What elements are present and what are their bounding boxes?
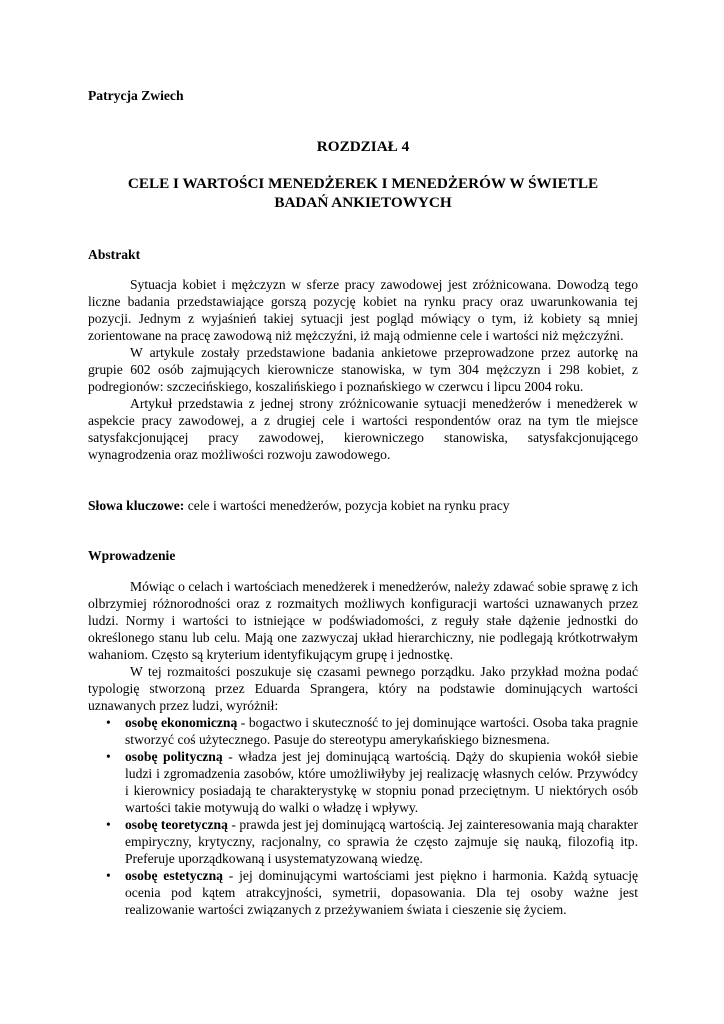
intro-heading: Wprowadzenie bbox=[88, 548, 176, 563]
list-item bbox=[88, 714, 638, 748]
bullet-icon: • bbox=[106, 715, 111, 730]
abstract-paragraph: Sytuacja kobiet i mężczyzn w sferze pracy zawodowej jest zróżnicowana. Dowodzą tego liczne badania przedstawiające gorszą pozycję kobiet na rynku pracy oraz uwarunkowania tej pozycji. Jednym z wyjaśnień takiej sytuacji jest pogląd mówiący o tym, iż kobiety są mniej zorientowane na pracę zawodową niż mężczyźni, iż mają odmienne cele i wartości niż mężczyźni. bbox=[88, 277, 638, 343]
type-term: osobę teoretyczną bbox=[125, 817, 228, 832]
title-line-2: BADAŃ ANKIETOWYCH bbox=[274, 194, 452, 211]
chapter-heading: ROZDZIAŁ 4 bbox=[316, 138, 410, 155]
list-item bbox=[88, 748, 638, 816]
keywords-label: Słowa kluczowe: bbox=[88, 498, 185, 513]
intro-body bbox=[88, 578, 638, 918]
keywords-text: cele i wartości menedżerów, pozycja kobiet na rynku pracy bbox=[184, 498, 510, 513]
abstract-paragraph: W artykule zostały przedstawione badania ankietowe przeprowadzone przez autorkę na grupie 602 osób zajmujących kierownicze stanowiska, w tym 304 mężczyzn i 298 kobiet, z podregionów: szczecińskiego, koszalińskiego i poznańskiego w czerwcu i lipcu 2004 roku. bbox=[88, 345, 638, 394]
list-item bbox=[88, 816, 638, 867]
type-term: osobę polityczną bbox=[125, 749, 223, 764]
bullet-icon: • bbox=[106, 817, 111, 832]
type-description: - bogactwo i skuteczność to jej dominujące wartości. Osoba taka pragnie stworzyć coś użytecznego. Pasuje do stereotypu amerykańskiego biznesmena. bbox=[125, 715, 638, 747]
keywords-line bbox=[88, 497, 638, 514]
author-name: Patrycja Zwiech bbox=[88, 88, 184, 103]
type-term: osobę estetyczną bbox=[125, 868, 223, 883]
type-description: - jej dominującymi wartościami jest piękno i harmonia. Każdą sytuację ocenia pod kątem atrakcyjności, symetrii, dopasowania. Dla tej osoby ważne jest realizowanie wartości związanych z przeżywaniem świata i cieszenie się życiem. bbox=[125, 868, 639, 917]
intro-paragraph: Mówiąc o celach i wartościach menedżerek i menedżerów, należy zdawać sobie sprawę z ich olbrzymiej różnorodności oraz z rozmaitych możliwych konfiguracji wartości uznawanych przez ludzi. Normy i wartości to istniejące w podświadomości, z reguły stałe dążenie jednostki do określonego stanu lub celu. Mają one zazwyczaj układ hierarchiczny, nie podlegają krótkotrwałym wahaniom. Często są kryterium identyfikującym grupę i jednostkę. bbox=[88, 579, 638, 662]
type-description: - prawda jest jej dominującą wartością. Jej zainteresowania mają charakter empiryczny, krytyczny, racjonalny, co sprawia że często zajmuje się nauką, filozofią itp. Preferuje uporządkowaną i usystematyzowaną wiedzę. bbox=[125, 817, 638, 866]
abstract-paragraph: Artykuł przedstawia z jednej strony zróżnicowanie sytuacji menedżerów i menedżerek w aspekcie pracy zawodowej, a z drugiej cele i wartości respondentów oraz na tym tle miejsce satysfakcjonującej pracy zawodowej, kierowniczego stanowiska, satysfakcjonującego wynagrodzenia oraz możliwości rozwoju zawodowego. bbox=[88, 396, 638, 462]
abstract-heading: Abstrakt bbox=[88, 247, 141, 262]
article-title bbox=[88, 174, 638, 212]
list-item bbox=[88, 867, 638, 918]
type-description: - władza jest jej dominującą wartością. Dąży do skupienia wokół siebie ludzi i zgromadzenia zasobów, które umożliwiłyby jej realizację własnych celów. Przywódcy i kierownicy posiadają te charakterystykę w stopniu ponad przeciętnym. U niektórych osób wartości takie motywują do walki o władzę i wpływy. bbox=[125, 749, 638, 815]
bullet-icon: • bbox=[106, 749, 111, 764]
abstract-body bbox=[88, 276, 638, 463]
bullet-icon: • bbox=[106, 868, 111, 883]
types-list bbox=[88, 714, 638, 918]
type-term: osobę ekonomiczną bbox=[125, 715, 238, 730]
title-line-1: CELE I WARTOŚCI MENEDŻEREK I MENEDŻERÓW W ŚWIETLE bbox=[127, 175, 599, 192]
intro-paragraph: W tej rozmaitości poszukuje się czasami pewnego porządku. Jako przykład można podać typologię stworzoną przez Eduarda Sprangera, który na podstawie dominujących wartości uznawanych przez ludzi, wyróżnił: bbox=[88, 664, 638, 713]
